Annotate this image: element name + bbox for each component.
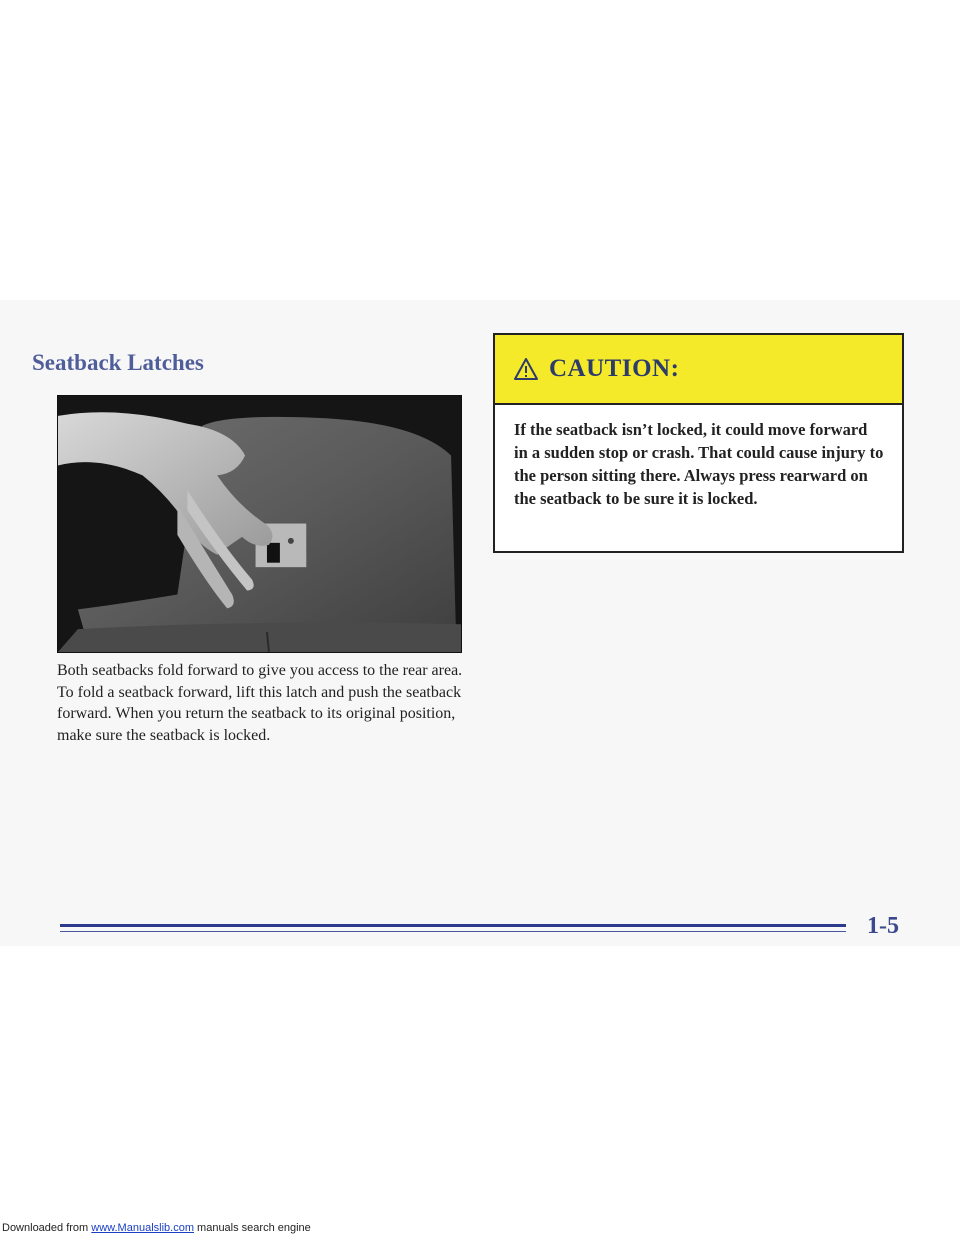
page-number: 1-5 [867, 913, 899, 939]
footer-prefix: Downloaded from [2, 1222, 92, 1234]
seatback-latch-photo [57, 395, 462, 653]
caution-header [495, 335, 902, 405]
section-title: Seatback Latches [32, 350, 204, 375]
caution-label: CAUTION: [549, 355, 680, 382]
caution-text: If the seatback isn’t locked, it could move forward in a sudden stop or crash. That could cause injury to the person sitting there. Always press rearward on the seatback to be sure it is locked. [514, 420, 884, 508]
body-paragraph: Both seatbacks fold forward to give you access to the rear area. To fold a seatback forward, lift this latch and push the seatback forward. When you return the seatback to its original position, make sure the seatback is locked. [57, 662, 463, 744]
download-footer [2, 1222, 311, 1234]
page-rule [60, 924, 846, 927]
manualslib-link[interactable]: www.Manualslib.com [91, 1222, 194, 1234]
footer-suffix: manuals search engine [193, 1222, 311, 1234]
page-rule-thin [60, 931, 846, 932]
caution-box [493, 333, 904, 553]
warning-triangle-icon [513, 357, 539, 381]
